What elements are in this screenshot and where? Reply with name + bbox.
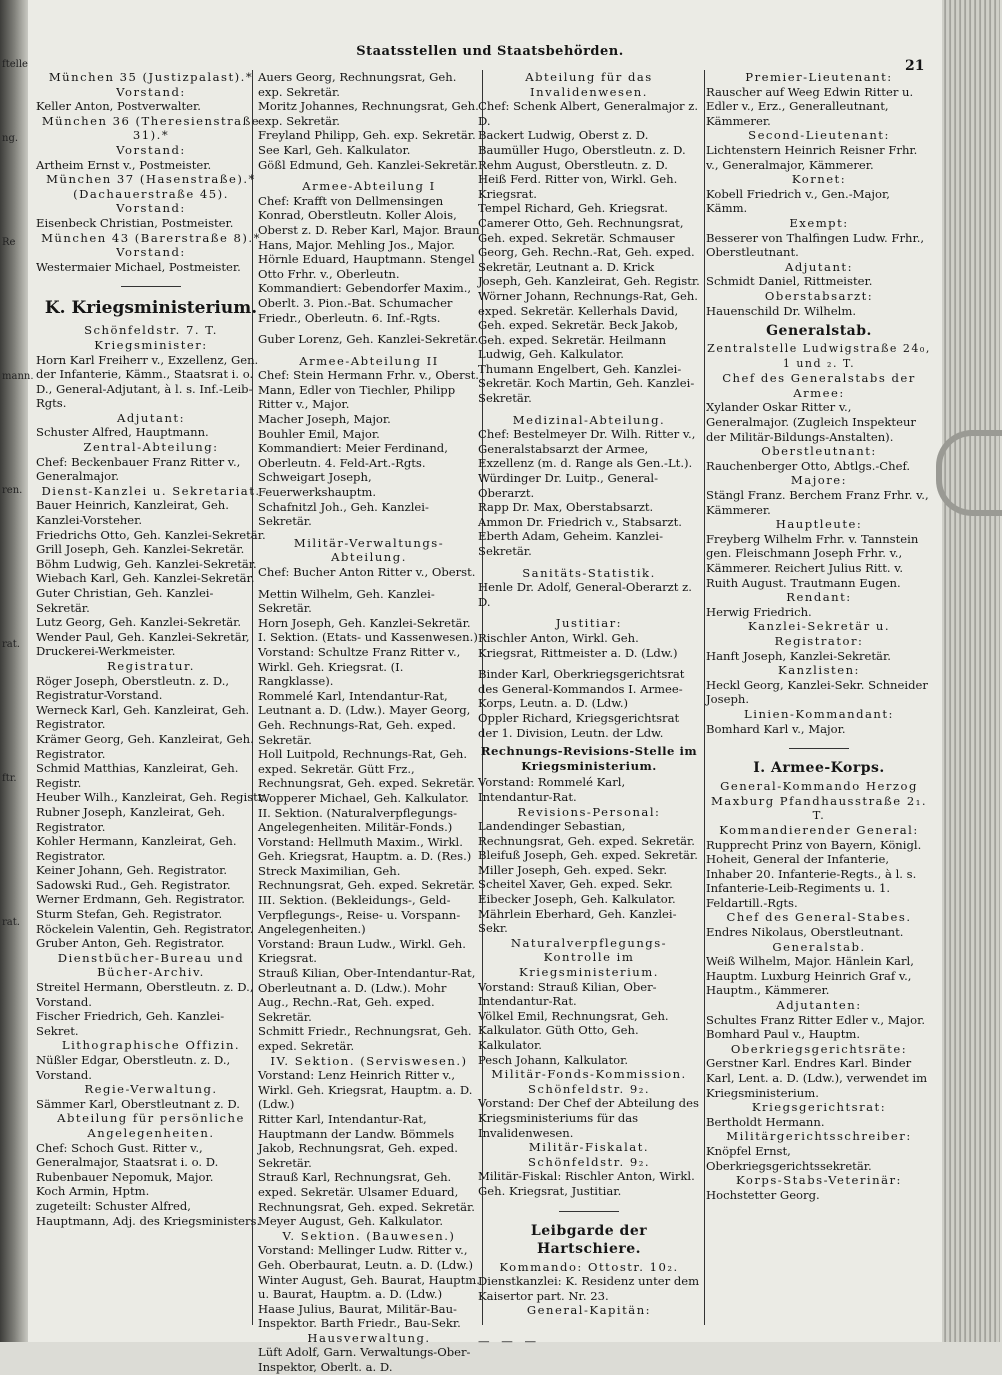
- text-line: Sämmer Karl, Oberstleutnant z. D.: [36, 1096, 240, 1111]
- text-line: Kommandiert: Meier Ferdinand, Oberleutn. 4. Feld-Art.-Rgts.: [258, 441, 448, 470]
- text-line: Korps-Stabs-Veterinär:: [736, 1173, 902, 1188]
- text-line: Rischler Anton, Wirkl. Geh. Kriegsrat, Rittmeister a. D. (Ldw.): [478, 630, 678, 660]
- text-line: Militär-Verwaltungs-Abteilung.: [293, 535, 445, 565]
- text-line: Adjutanten:: [776, 998, 862, 1013]
- text-line: Vorstand: Der Chef der Abteilung des Kriegsministeriums für das Invalidenwesen.: [478, 1096, 699, 1140]
- text-line: Lutz Georg, Geh. Kanzlei-Sekretär.: [36, 615, 242, 630]
- text-line: Chef: Krafft von Dellmensingen Konrad, Oberstleutn. Koller Alois, Oberst z. D. Reber Karl, Major. Braun Hans, Major. Mehling Jos., Major. Hörnle Eduard, Hauptmann. Stengel Otto Frhr. v., Oberleutn. Kommandiert: Gebendorfer Maxim., Oberlt. 3. Pion.-Bat. Schumacher Friedr., Oberleutn. 6. Inf.-Rgts.: [258, 193, 480, 325]
- text-line: Strauß Karl, Rechnungsrat, Geh. exped. Sekretär. Ulsamer Eduard, Rechnungsrat, Geh. exped. Sekretär.: [258, 1170, 475, 1214]
- margin-fragment: ren.: [2, 485, 23, 496]
- margin-text-fragments: [2, 58, 34, 1158]
- text-line: Krämer Georg, Geh. Kanzleirat, Geh. Registrator.: [36, 731, 254, 761]
- text-line: General-Kommando Herzog Maxburg Pfandhausstraße 2₁. T.: [710, 779, 928, 823]
- text-line: Schuster Alfred, Hauptmann.: [36, 425, 209, 440]
- left-page-margin: [0, 0, 34, 1342]
- text-line: Generalstab.: [772, 939, 866, 954]
- text-line: Camerer Otto, Geh. Rechnungsrat, Geh. exped. Sekretär. Schmauser Georg, Geh. Rechn.-Rat, Geh. exped. Sekretär, Leutnant a. D. Krick Joseph, Geh. Kanzleirat, Geh. Registr.: [478, 215, 700, 289]
- text-line: Freyland Philipp, Geh. exp. Sekretär.: [258, 128, 476, 143]
- text-line: Macher Joseph, Major.: [258, 412, 391, 427]
- text-line: Tempel Richard, Geh. Kriegsrat.: [478, 201, 668, 216]
- text-line: Fischer Friedrich, Geh. Kanzlei-Sekret.: [36, 1009, 225, 1038]
- text-line: Streck Maximilian, Geh. Rechnungsrat, Geh. exped. Sekretär.: [258, 863, 475, 893]
- text-line: Exempt:: [789, 215, 849, 230]
- text-line: Regie-Verwaltung.: [84, 1082, 218, 1097]
- text-line: Chef: Bestelmeyer Dr. Wilh. Ritter v., Generalstabsarzt der Armee, Exzellenz (m. d. Range als Gen.-Lt.).: [478, 427, 696, 471]
- text-line: Hauptleute:: [775, 517, 863, 532]
- text-line: Chef: Beckenbauer Franz Ritter v., Generalmajor.: [36, 454, 241, 484]
- text-line: Eberth Adam, Geheim. Kanzlei-Sekretär.: [478, 529, 664, 558]
- text-line: Dienstbücher-Bureau und Bücher-Archiv.: [57, 950, 245, 980]
- text-line: Vorstand: Strauß Kilian, Ober-Intendantur-Rat.: [478, 979, 657, 1009]
- text-line: Mettin Wilhelm, Geh. Kanzlei-Sekretär.: [258, 586, 435, 616]
- text-line: Ritter Karl, Intendantur-Rat, Hauptmann der Landw. Bömmels Jakob, Rechnungsrat, Geh. exped. Sekretär.: [258, 1111, 458, 1170]
- text-column-2: [258, 70, 480, 1375]
- spacer: [258, 529, 480, 536]
- text-line: Militär-Fonds-Kommission.: [491, 1067, 687, 1082]
- text-line: Bomhard Karl v., Major.: [706, 721, 846, 736]
- text-line: München 43 (Barerstraße 8).*: [41, 230, 261, 245]
- text-line: Keller Anton, Postverwalter.: [36, 99, 201, 114]
- text-line: Xylander Oskar Ritter v., Generalmajor. (Zugleich Inspekteur der Militär-Bildungs-Anstalten).: [706, 400, 916, 444]
- text-line: Meyer August, Geh. Kalkulator.: [258, 1214, 444, 1229]
- text-line: Second-Lieutenant:: [748, 128, 890, 143]
- spacer: [258, 347, 480, 354]
- text-line: Chef: Schenk Albert, Generalmajor z. D.: [478, 99, 699, 128]
- text-line: Auers Georg, Rechnungsrat, Geh. exp. Sekretär.: [258, 70, 457, 99]
- text-line: Rauchenberger Otto, Abtlgs.-Chef.: [706, 458, 911, 473]
- text-line: München 35 (Justizpalast).*: [48, 70, 254, 84]
- text-line: See Karl, Geh. Kalkulator.: [258, 142, 411, 157]
- text-line: Vorstand: Mellinger Ludw. Ritter v., Geh. Oberbaurat, Leutn. a. D. (Ldw.): [258, 1243, 474, 1272]
- text-line: Zentralstelle Ludwigstraße 24₀, 1 und ₂. T.: [707, 342, 931, 370]
- text-column-3: [478, 70, 700, 1348]
- text-line: Wiebach Karl, Geh. Kanzlei-Sekretär.: [36, 571, 255, 586]
- text-line: I. Sektion. (Etats- und Kassenwesen.): [258, 630, 478, 645]
- text-line: Wörner Johann, Rechnungs-Rat, Geh. exped. Sekretär. Kellerhals David, Geh. exped. Sekretär. Beck Jakob, Geh. exped. Sekretär. Heilmann Ludwig, Geh. Kalkulator.: [478, 288, 698, 362]
- text-line: Vorstand: Lenz Heinrich Ritter v., Wirkl. Geh. Kriegsrat, Hauptm. a. D. (Ldw.): [258, 1068, 473, 1112]
- text-column-1: [36, 70, 266, 1328]
- text-line: Vorstand: Schultze Franz Ritter v., Wirkl. Geh. Kriegsrat. (I. Rangklasse).: [258, 644, 461, 689]
- text-line: Weiß Wilhelm, Major. Hänlein Karl, Hauptm. Luxburg Heinrich Graf v., Hauptm., Kämmerer.: [706, 954, 914, 998]
- text-line: Rendant:: [786, 590, 852, 605]
- text-line: Armee-Abteilung I: [302, 179, 436, 194]
- text-line: Registratur.: [107, 658, 195, 673]
- text-line: Heckl Georg, Kanzlei-Sekr. Schneider Joseph.: [706, 677, 928, 707]
- text-line: Militär-Fiskal: Rischler Anton, Wirkl. Geh. Kriegsrat, Justitiar.: [478, 1169, 695, 1198]
- text-line: Lichtenstern Heinrich Reisner Frhr. v., Generalmajor, Kämmerer.: [706, 142, 918, 172]
- text-line: Schönfeldstr. 9₂.: [527, 1081, 651, 1096]
- text-line: Westermaier Michael, Postmeister.: [36, 259, 241, 274]
- text-line: Winter August, Geh. Baurat, Hauptm. u. Baurat, Hauptm. a. D. (Ldw.): [258, 1272, 480, 1302]
- text-line: Stängl Franz. Berchem Franz Frhr. v., Kämmerer.: [706, 488, 929, 517]
- margin-fragment: ng.: [2, 133, 19, 144]
- text-line: Rauscher auf Weeg Edwin Ritter u. Edler v., Erz., Generalleutnant, Kämmerer.: [706, 84, 914, 128]
- text-line: Dienst-Kanzlei u. Sekretariat.: [41, 483, 261, 498]
- text-line: Horn Joseph, Geh. Kanzlei-Sekretär.: [258, 615, 471, 630]
- text-line: General-Kapitän:: [526, 1303, 652, 1318]
- text-line: Kommando: Ottostr. 10₂.: [499, 1259, 679, 1274]
- margin-fragment: rat.: [2, 639, 20, 650]
- text-line: Rommelé Karl, Intendantur-Rat, Leutnant a. D. (Ldw.). Mayer Georg, Geh. Rechnungs-Rat, Geh. exped. Sekretär.: [258, 688, 471, 747]
- text-line: Schönfeldstr. 7. T.: [84, 323, 218, 338]
- text-line: Chef: Schoch Gust. Ritter v., Generalmajor, Staatsrat i. o. D.: [36, 1140, 219, 1170]
- text-line: Bomhard Paul v., Hauptm.: [706, 1027, 861, 1042]
- text-line: Böhm Ludwig, Geh. Kanzlei-Sekretär.: [36, 556, 257, 571]
- text-line: Chef des General-Stabes.: [726, 910, 912, 925]
- text-line: Lüft Adolf, Garn. Verwaltungs-Ober-Inspektor, Oberlt. a. D.: [258, 1345, 471, 1375]
- text-line: Mährlein Eberhard, Geh. Kanzlei-Sekr.: [478, 906, 677, 936]
- text-line: Artheim Ernst v., Postmeister.: [36, 157, 212, 172]
- text-line: III. Sektion. (Bekleidungs-, Geld-Verpflegungs-, Reise- u. Vorspann-Angelegenheiten.): [258, 893, 461, 937]
- text-line: Dienstkanzlei: K. Residenz unter dem Kaisertor part. Nr. 23.: [478, 1274, 700, 1303]
- text-line: Koch Armin, Hptm.: [36, 1184, 150, 1199]
- spacer: [478, 406, 700, 413]
- text-line: Chef des Generalstabs der Armee:: [722, 371, 916, 400]
- text-line: Moritz Johannes, Rechnungsrat, Geh. exp. Sekretär.: [258, 99, 479, 128]
- text-line: Heuber Wilh., Kanzleirat, Geh. Registr.: [36, 790, 266, 805]
- text-line: Haase Julius, Baurat, Militär-Bau-Inspektor. Barth Friedr., Bau-Sekr.: [258, 1301, 461, 1331]
- text-column-4: [706, 70, 932, 1328]
- section-divider: [121, 286, 181, 287]
- text-line: Abteilung für das Invalidenwesen.: [525, 70, 653, 99]
- running-header: Staatsstellen und Staatsbehörden.: [356, 44, 624, 59]
- spacer: [478, 660, 700, 667]
- spacer: [258, 325, 480, 332]
- text-line: Sturm Stefan, Geh. Registrator.: [36, 907, 223, 922]
- text-line: Hausverwaltung.: [307, 1330, 431, 1345]
- text-line: Kornet:: [791, 172, 847, 187]
- text-line: Kriegsminister:: [94, 337, 208, 352]
- text-line: Gößl Edmund, Geh. Kanzlei-Sekretär.: [258, 157, 479, 172]
- page-number: 21: [905, 58, 925, 74]
- text-line: Schultes Franz Ritter Edler v., Major.: [706, 1012, 926, 1027]
- text-line: Besserer von Thalfingen Ludw. Frhr., Oberstleutnant.: [706, 230, 925, 260]
- text-line: — — —: [478, 1333, 541, 1348]
- text-line: Naturalverpflegungs-Kontrolle im Kriegsministerium.: [510, 935, 668, 980]
- text-line: Oberkriegsgerichtsräte:: [730, 1041, 908, 1056]
- text-line: Kommandierender General:: [719, 822, 919, 837]
- spacer: [258, 580, 480, 587]
- spacer: [258, 172, 480, 179]
- text-line: Friedrichs Otto, Geh. Kanzlei-Sekretär.: [36, 527, 266, 542]
- text-line: Medizinal-Abteilung.: [512, 412, 666, 427]
- text-line: Lithographische Offizin.: [61, 1038, 241, 1053]
- text-line: Bertholdt Hermann.: [706, 1114, 825, 1129]
- text-line: Oberstleutnant:: [761, 444, 877, 459]
- text-line: Backert Ludwig, Oberst z. D. Baumüller Hugo, Oberstleutn. z. D. Rehm August, Oberstleutn. z. D. Heiß Ferd. Ritter von, Wirkl. Geh. Kriegsrat.: [478, 128, 686, 201]
- text-line: Herwig Friedrich.: [706, 604, 812, 619]
- margin-fragment: rat.: [2, 917, 20, 928]
- text-line: Endres Nikolaus, Oberstleutnant.: [706, 925, 904, 940]
- margin-fragment: Re: [2, 237, 16, 248]
- text-line: Würdinger Dr. Luitp., General-Oberarzt.: [478, 471, 659, 500]
- text-line: Ammon Dr. Friedrich v., Stabsarzt.: [478, 514, 682, 529]
- text-line: Rubner Joseph, Kanzleirat, Geh. Registrator.: [36, 804, 226, 834]
- text-line: München 36 (Theresienstraße 31).*: [41, 113, 261, 143]
- text-line: Vorstand: Rommelé Karl, Intendantur-Rat.: [478, 775, 626, 804]
- text-line: II. Sektion. (Naturalverpflegungs-Angelegenheiten. Militär-Fonds.): [258, 805, 458, 835]
- text-line: Abteilung für persönliche Angelegenheiten.: [57, 1111, 245, 1140]
- text-line: Zentral-Abteilung:: [83, 440, 219, 455]
- text-line: Miller Joseph, Geh. exped. Sekr.: [478, 862, 667, 877]
- text-line: Vorstand: Braun Ludw., Wirkl. Geh. Kriegsrat.: [258, 936, 466, 966]
- text-line: Chef: Stein Hermann Frhr. v., Oberst. Mann, Edler von Tiechler, Philipp Ritter v., Major.: [258, 368, 479, 412]
- text-line: Bouhler Emil, Major.: [258, 426, 380, 441]
- text-line: Vorstand:: [116, 142, 186, 157]
- text-line: (Dachauerstraße 45).: [73, 186, 229, 201]
- text-line: Kriegsgerichtsrat:: [751, 1100, 887, 1115]
- text-line: Holl Luitpold, Rechnungs-Rat, Geh. exped. Sekretär. Gütt Frz., Rechnungsrat, Geh. exped. Sekretär. Wopperer Michael, Geh. Kalkulator.: [258, 747, 475, 805]
- text-line: Kanzlei-Sekretär u. Registrator:: [747, 619, 891, 648]
- text-line: Rupprecht Prinz von Bayern, Königl. Hoheit, General der Infanterie, Inhaber 20. Infanterie-Regts., à l. s. Infanterie-Leib-Regiments u. 1. Feldartill.-Rgts.: [706, 837, 922, 910]
- text-line: Henle Dr. Adolf, General-Oberarzt z. D.: [478, 580, 692, 609]
- text-line: Armee-Abteilung II: [299, 353, 439, 368]
- section-divider: [789, 748, 849, 749]
- text-line: Chef: Bucher Anton Ritter v., Oberst.: [258, 565, 476, 579]
- spacer: [478, 559, 700, 566]
- text-line: Freyberg Wilhelm Frhr. v. Tannstein gen. Fleischmann Joseph Frhr. v., Kämmerer. Reichert Julius Ritt. v. Ruith August. Trautmann Eugen.: [706, 531, 919, 590]
- text-line: Vorstand:: [116, 201, 186, 216]
- text-line: Pesch Johann, Kalkulator.: [478, 1052, 629, 1067]
- text-line: Kohler Hermann, Kanzleirat, Geh. Registrator.: [36, 834, 237, 863]
- text-line: Rubenbauer Nepomuk, Major.: [36, 1169, 214, 1184]
- text-line: Keiner Johann, Geh. Registrator.: [36, 863, 228, 878]
- text-line: Sadowski Rud., Geh. Registrator.: [36, 877, 231, 892]
- text-line: Eisenbeck Christian, Postmeister.: [36, 215, 234, 230]
- text-line: Vorstand:: [116, 84, 186, 99]
- text-line: Horn Karl Freiherr v., Exzellenz, Gen. der Infanterie, Kämm., Staatsrat i. o. D., General-Adjutant, à l. s. Inf.-Leib-Rgts.: [36, 352, 259, 411]
- text-line: Majore:: [790, 473, 848, 488]
- text-line: V. Sektion. (Bauwesen.): [282, 1228, 456, 1243]
- column-rule: [704, 70, 705, 1325]
- text-line: Schmid Matthias, Kanzleirat, Geh. Registr.: [36, 761, 239, 790]
- text-line: Adjutant:: [785, 259, 853, 274]
- text-line: Schafnitzl Joh., Geh. Kanzlei-Sekretär.: [258, 499, 429, 529]
- margin-fragment: ftelle: [2, 59, 28, 70]
- text-line: Landendinger Sebastian, Rechnungsrat, Geh. exped. Sekretär.: [478, 819, 695, 848]
- text-line: Vorstand:: [116, 245, 186, 260]
- text-line: IV. Sektion. (Serviswesen.): [270, 1053, 468, 1068]
- text-line: Wender Paul, Geh. Kanzlei-Sekretär, Druckerei-Werkmeister.: [36, 629, 250, 659]
- text-line: Adjutant:: [117, 410, 185, 425]
- text-line: Guter Christian, Geh. Kanzlei-Sekretär.: [36, 586, 214, 615]
- text-line: Gerstner Karl. Endres Karl. Binder Karl, Lent. a. D. (Ldw.), verwendet im Kriegsministerium.: [706, 1056, 928, 1100]
- text-line: Kanzlisten:: [778, 663, 860, 678]
- text-line: Gruber Anton, Geh. Registrator.: [36, 936, 225, 951]
- text-line: Bleifuß Joseph, Geh. exped. Sekretär.: [478, 848, 698, 863]
- text-line: Oppler Richard, Kriegsgerichtsrat der 1. Division, Leutn. der Ldw.: [478, 710, 680, 740]
- section-divider: [559, 1211, 619, 1212]
- margin-fragment: ftr.: [2, 773, 17, 784]
- text-line: Hochstetter Georg.: [706, 1187, 820, 1202]
- text-line: Schweigart Joseph, Feuerwerkshauptm.: [258, 470, 377, 500]
- text-line: Guber Lorenz, Geh. Kanzlei-Sekretär.: [258, 332, 479, 347]
- text-line: Eibecker Joseph, Geh. Kalkulator.: [478, 892, 676, 907]
- text-line: Werneck Karl, Geh. Kanzleirat, Geh. Registrator.: [36, 702, 250, 732]
- text-line: Grill Joseph, Geh. Kanzlei-Sekretär.: [36, 542, 245, 557]
- text-line: Röger Joseph, Oberstleutn. z. D., Registratur-Vorstand.: [36, 673, 230, 703]
- text-line: Schmitt Friedr., Rechnungsrat, Geh. exped. Sekretär.: [258, 1024, 472, 1053]
- text-line: Thumann Engelbert, Geh. Kanzlei-Sekretär. Koch Martin, Geh. Kanzlei-Sekretär.: [478, 361, 695, 406]
- text-line: Schönfeldstr. 9₂.: [527, 1154, 651, 1169]
- text-line: zugeteilt: Schuster Alfred, Hauptmann, Adj. des Kriegsministers.: [36, 1198, 261, 1228]
- text-line: Militär-Fiskalat.: [528, 1140, 650, 1155]
- text-line: Nüßler Edgar, Oberstleutn. z. D., Vorstand.: [36, 1053, 231, 1082]
- text-line: Binder Karl, Oberkriegsgerichtsrat des General-Kommandos I. Armee-Korps, Leutn. a. D. (Ldw.): [478, 667, 685, 711]
- text-line: Bauer Heinrich, Kanzleirat, Geh. Kanzlei-Vorsteher.: [36, 498, 229, 528]
- paper-clip: [936, 430, 1002, 516]
- section-title: Leibgarde der Hartschiere.: [530, 1222, 648, 1257]
- text-line: Scheitel Xaver, Geh. exped. Sekr.: [478, 877, 673, 892]
- spacer: [478, 609, 700, 616]
- text-line: Strauß Kilian, Ober-Intendantur-Rat, Oberleutnant a. D. (Ldw.). Mohr Aug., Rechn.-Rat, Geh. exped. Sekretär.: [258, 966, 476, 1024]
- text-line: Linien-Kommandant:: [744, 706, 894, 721]
- text-line: Hauenschild Dr. Wilhelm.: [706, 303, 857, 318]
- section-title: Rechnungs-Revisions-Stelle im Kriegsministerium.: [480, 744, 698, 773]
- text-line: Oberstabsarzt:: [764, 288, 874, 303]
- section-title: Generalstab.: [766, 323, 872, 340]
- section-title: I. Armee-Korps.: [753, 760, 885, 777]
- text-line: Werner Erdmann, Geh. Registrator.: [36, 892, 245, 907]
- text-line: Knöpfel Ernst, Oberkriegsgerichtssekretär.: [706, 1143, 872, 1173]
- text-line: Hanft Joseph, Kanzlei-Sekretär.: [706, 648, 891, 663]
- section-title: K. Kriegsministerium.: [44, 298, 258, 319]
- text-line: Revisions-Personal:: [517, 804, 661, 819]
- text-line: Justitiar:: [555, 616, 623, 631]
- text-line: Vorstand: Hellmuth Maxim., Wirkl. Geh. Kriegsrat, Hauptm. a. D. (Res.): [258, 834, 472, 864]
- margin-fragment: mann.: [2, 371, 34, 382]
- text-line: Militärgerichtsschreiber:: [726, 1129, 912, 1144]
- text-line: Premier-Lieutenant:: [745, 70, 893, 84]
- text-line: Streitel Hermann, Oberstleutn. z. D., Vorstand.: [36, 980, 254, 1009]
- text-line: Schmidt Daniel, Rittmeister.: [706, 274, 873, 289]
- text-line: Sanitäts-Statistik.: [522, 565, 656, 580]
- text-line: Rapp Dr. Max, Oberstabsarzt.: [478, 500, 654, 515]
- page-edges: [942, 0, 1000, 1342]
- text-line: München 37 (Hasenstraße).*: [46, 172, 256, 187]
- text-line: Völkel Emil, Rechnungsrat, Geh. Kalkulator. Güth Otto, Geh. Kalkulator.: [478, 1008, 669, 1052]
- text-line: Röckelein Valentin, Geh. Registrator.: [36, 921, 254, 936]
- text-line: Kobell Friedrich v., Gen.-Major, Kämm.: [706, 186, 890, 216]
